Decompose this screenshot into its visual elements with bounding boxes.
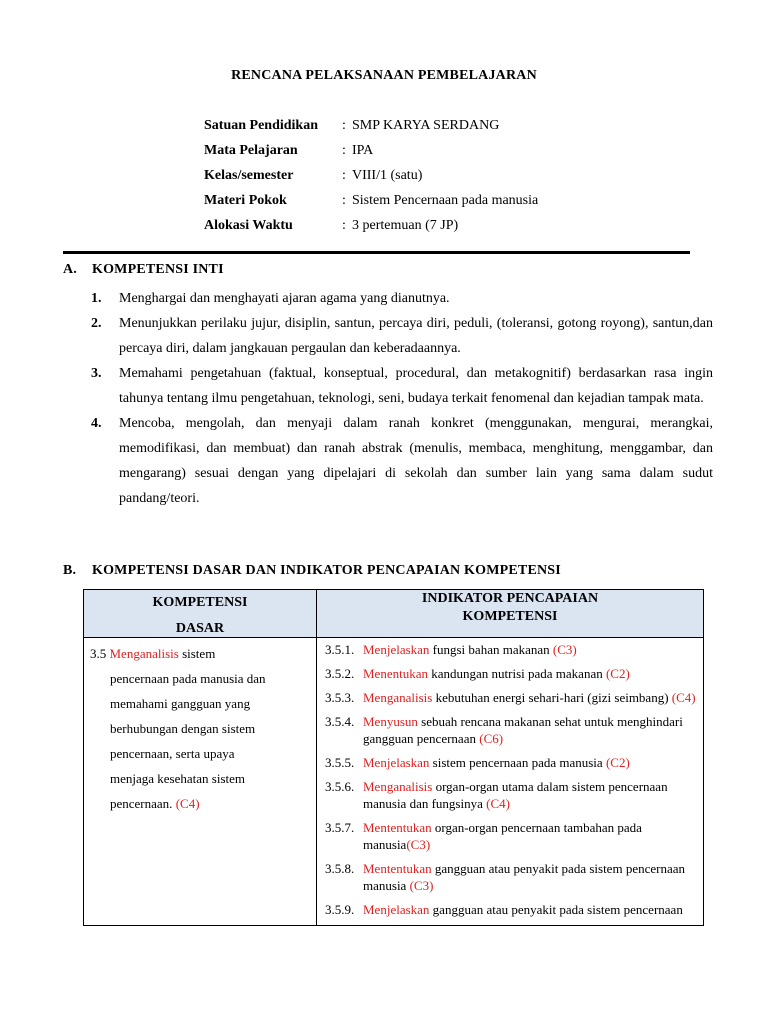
indicator-item bbox=[325, 901, 697, 918]
indicator-item bbox=[325, 860, 697, 894]
meta-row bbox=[204, 118, 624, 143]
kd-line: berhubungan dengan sistem bbox=[110, 721, 256, 736]
document-title: RENCANA PELAKSANAAN PEMBELAJARAN bbox=[231, 68, 537, 83]
indicator-body: sebuah rencana makanan sehat untuk menghindari gangguan pencernaan bbox=[363, 714, 683, 746]
kd-number: 3.5 bbox=[90, 646, 107, 661]
list-number: 1. bbox=[91, 291, 102, 306]
indicator-body: gangguan atau penyakit pada sistem pencernaan bbox=[432, 902, 683, 917]
indicator-item bbox=[325, 754, 697, 771]
indicator-level: (C3) bbox=[406, 837, 431, 852]
list-number: 3. bbox=[91, 366, 102, 381]
indicator-verb: Menjelaskan bbox=[363, 902, 430, 917]
indicator-verb: Menjelaskan bbox=[363, 642, 430, 657]
indicator-number: 3.5.4. bbox=[325, 714, 355, 729]
list-text: Memahami pengetahuan (faktual, konseptual, procedural, dan metakognitif) berdasarkan rasa ingin tahunya tentang ilmu pengetahuan, teknologi, seni, budaya terkait fenomenal dan kejadian tampak mata. bbox=[119, 366, 713, 406]
indicator-text bbox=[363, 778, 697, 812]
horizontal-rule bbox=[63, 251, 690, 254]
meta-separator: : bbox=[342, 168, 346, 183]
list-item bbox=[91, 361, 713, 411]
header-line: INDIKATOR PENCAPAIAN bbox=[421, 591, 599, 606]
indicator-text bbox=[363, 641, 697, 658]
indicator-text bbox=[363, 754, 697, 771]
indicator-number: 3.5.8. bbox=[325, 861, 355, 876]
meta-key: Kelas/semester bbox=[204, 168, 294, 183]
indicator-level: (C4) bbox=[486, 796, 510, 811]
indicator-verb: Menjelaskan bbox=[363, 755, 430, 770]
meta-key: Materi Pokok bbox=[204, 193, 287, 208]
indicator-body: organ-organ utama dalam sistem pencernaan manusia dan fungsinya bbox=[363, 779, 668, 811]
section-letter: B. bbox=[63, 563, 77, 578]
indicator-verb: Mententukan bbox=[363, 861, 432, 876]
kd-line: memahami gangguan yang bbox=[110, 696, 251, 711]
indicator-body: organ-organ pencernaan tambahan pada manusia bbox=[363, 820, 642, 852]
indicator-number: 3.5.9. bbox=[325, 902, 355, 917]
indicator-number: 3.5.5. bbox=[325, 755, 355, 770]
indicator-level: (C4) bbox=[671, 690, 696, 705]
indicator-item bbox=[325, 819, 697, 853]
indicator-text bbox=[363, 689, 697, 706]
list-text: Mencoba, mengolah, dan menyaji dalam ranah konkret (menggunakan, mengurai, merangkai, memodifikasi, dan membuat) dan ranah abstrak (menulis, membaca, menghitung, menggambar, dan mengarang) sesuai dengan yang dipelajari di sekolah dan sumber lain yang sama dalam sudut pandang/teori. bbox=[119, 416, 713, 506]
identity-block bbox=[204, 118, 624, 243]
indicator-item bbox=[325, 689, 697, 706]
meta-row bbox=[204, 193, 624, 218]
list-item bbox=[91, 311, 713, 361]
indicator-item bbox=[325, 713, 697, 747]
meta-row bbox=[204, 143, 624, 168]
meta-separator: : bbox=[342, 218, 346, 233]
indicator-verb: Menyusun bbox=[363, 714, 418, 729]
kd-level: (C4) bbox=[175, 796, 200, 811]
section-title: KOMPETENSI DASAR DAN INDIKATOR PENCAPAIAN KOMPETENSI bbox=[92, 563, 561, 578]
meta-value: IPA bbox=[352, 143, 374, 158]
indicator-number: 3.5.1. bbox=[325, 642, 355, 657]
indicator-cell bbox=[317, 638, 704, 926]
indicator-item bbox=[325, 665, 697, 682]
indicator-verb: Menganalisis bbox=[363, 779, 433, 794]
list-text: Menghargai dan menghayati ajaran agama yang dianutnya. bbox=[119, 291, 450, 306]
indicator-text bbox=[363, 713, 697, 747]
list-item bbox=[91, 286, 713, 311]
kd-cell bbox=[84, 638, 317, 926]
indicator-number: 3.5.6. bbox=[325, 779, 355, 794]
meta-row bbox=[204, 218, 624, 243]
list-item bbox=[91, 411, 713, 511]
indicator-item bbox=[325, 778, 697, 812]
indicator-level: (C2) bbox=[605, 666, 630, 681]
kd-verb: Menganalisis bbox=[109, 646, 179, 661]
table-row bbox=[84, 638, 704, 926]
indicator-body: kandungan nutrisi pada makanan bbox=[431, 666, 603, 681]
section-letter: A. bbox=[63, 262, 78, 277]
kd-last-line bbox=[90, 791, 310, 816]
kd-line: pencernaan, serta upaya bbox=[110, 746, 235, 761]
indicator-text bbox=[363, 819, 697, 853]
indicator-number: 3.5.7. bbox=[325, 820, 355, 835]
indicator-text bbox=[363, 860, 697, 894]
list-text: Menunjukkan perilaku jujur, disiplin, santun, percaya diri, peduli, (toleransi, gotong royong), santun,dan percaya diri, dalam jangkauan pergaulan dan keberadaannya. bbox=[119, 316, 713, 356]
indicator-body: gangguan atau penyakit pada sistem pencernaan manusia bbox=[363, 861, 685, 893]
meta-separator: : bbox=[342, 143, 346, 158]
indicator-body: sistem pencernaan pada manusia bbox=[432, 755, 603, 770]
list-number: 4. bbox=[91, 416, 102, 431]
meta-value: SMP KARYA SERDANG bbox=[352, 118, 500, 133]
meta-key: Satuan Pendidikan bbox=[204, 118, 318, 133]
header-line: KOMPETENSI bbox=[462, 609, 558, 624]
meta-value: 3 pertemuan (7 JP) bbox=[352, 218, 459, 233]
indicator-level: (C3) bbox=[409, 878, 434, 893]
kd-line: menjaga kesehatan sistem bbox=[110, 771, 246, 786]
meta-key: Mata Pelajaran bbox=[204, 143, 298, 158]
indicator-body: kebutuhan energi sehari-hari (gizi seimbang) bbox=[435, 690, 669, 705]
kd-text: sistem bbox=[182, 646, 216, 661]
indicator-level: (C3) bbox=[552, 642, 577, 657]
kd-text: pencernaan. bbox=[110, 796, 173, 811]
indicator-verb: Mententukan bbox=[363, 820, 432, 835]
meta-row bbox=[204, 168, 624, 193]
meta-key: Alokasi Waktu bbox=[204, 218, 293, 233]
indicator-number: 3.5.2. bbox=[325, 666, 355, 681]
header-kompetensi-dasar bbox=[84, 590, 317, 638]
kompetensi-inti-list bbox=[91, 286, 713, 511]
indicator-text bbox=[363, 901, 697, 918]
indicator-verb: Menganalisis bbox=[363, 690, 433, 705]
indicator-body: fungsi bahan makanan bbox=[432, 642, 550, 657]
meta-separator: : bbox=[342, 193, 346, 208]
indicator-level: (C6) bbox=[479, 731, 504, 746]
indicator-level: (C2) bbox=[605, 755, 630, 770]
indicator-text bbox=[363, 665, 697, 682]
meta-value: Sistem Pencernaan pada manusia bbox=[352, 193, 539, 208]
kd-first-line bbox=[90, 641, 310, 666]
header-line: DASAR bbox=[175, 621, 225, 636]
header-indikator bbox=[317, 590, 704, 638]
list-number: 2. bbox=[91, 316, 102, 331]
kd-indicator-table bbox=[83, 589, 704, 926]
header-line: KOMPETENSI bbox=[152, 595, 248, 610]
section-title: KOMPETENSI INTI bbox=[92, 262, 224, 277]
indicator-verb: Menentukan bbox=[363, 666, 428, 681]
indicator-number: 3.5.3. bbox=[325, 690, 355, 705]
table-header-row bbox=[84, 590, 704, 638]
meta-value: VIII/1 (satu) bbox=[352, 168, 423, 183]
kd-line: pencernaan pada manusia dan bbox=[110, 671, 266, 686]
indicator-item bbox=[325, 641, 697, 658]
meta-separator: : bbox=[342, 118, 346, 133]
